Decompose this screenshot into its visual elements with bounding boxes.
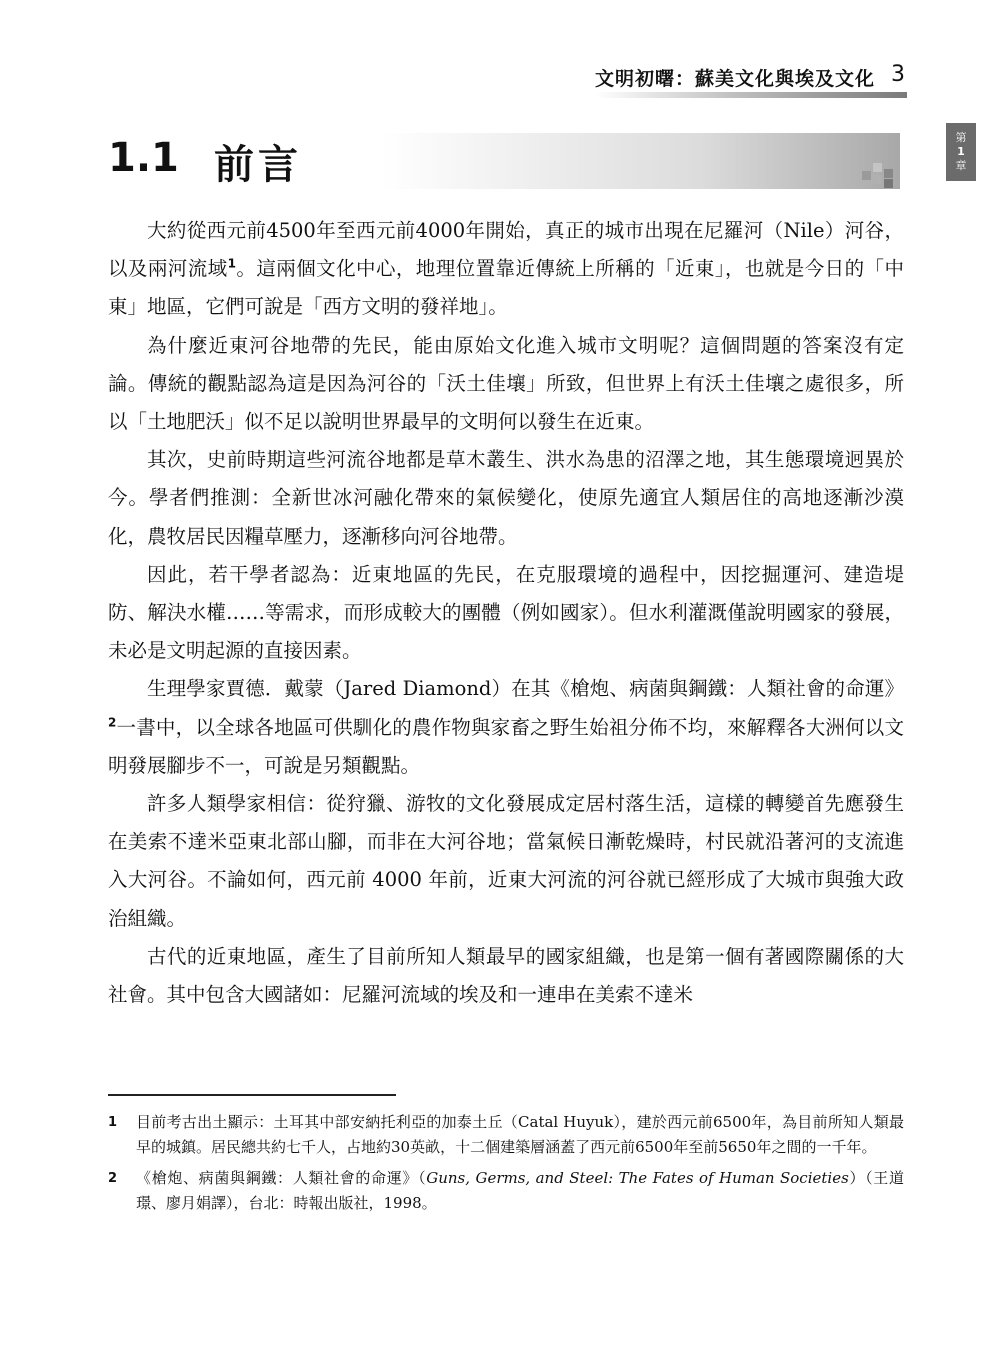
paragraph: 古代的近東地區，產生了目前所知人類最早的國家組織，也是第一個有著國際關係的大社會。其中包含大國諸如：尼羅河流域的埃及和一連串在美索不達米 bbox=[108, 944, 904, 1007]
header-gradient-bar bbox=[595, 92, 907, 98]
section-title: 前言 bbox=[214, 142, 302, 188]
footnote-ref: 1 bbox=[227, 256, 236, 271]
footnote bbox=[108, 1110, 904, 1160]
footnote-mark: 2 bbox=[108, 1171, 118, 1186]
footnote-divider bbox=[108, 1094, 396, 1096]
section-number: 1.1 bbox=[108, 135, 179, 181]
paragraph: 大約從西元前4500年至西元前4000年開始，真正的城市出現在尼羅河（Nile）河谷，以及兩河流域$^1$。這兩個文化中心，地理位置靠近傳統上所稱的「近東」，也就是今日的「中東」地區，它們可說是「西方文明的發祥地」。 bbox=[108, 219, 904, 319]
decorative-pixel bbox=[884, 169, 893, 178]
footnote: 2 《槍炮、病菌與鋼鐵：人類社會的命運》（Guns, Germs, and Steel: The Fates of Human Societies）（王道璟、廖月娟譯），台北：時報出版社，1998。 bbox=[108, 1166, 904, 1216]
section-heading bbox=[100, 133, 900, 189]
body-text bbox=[108, 212, 904, 1014]
paragraph: 生理學家賈德．戴蒙（Jared Diamond）在其《槍炮、病菌與鋼鐵：人類社會的命運》$^2$一書中，以全球各地區可供馴化的農作物與家畜之野生始祖分佈不均，來解釋各大洲何以文明發展腳步不一，可說是另類觀點。 bbox=[108, 677, 904, 777]
running-header bbox=[595, 62, 907, 98]
chapter-tab-char-1: 第 bbox=[955, 131, 967, 144]
chapter-tab-number: 1 bbox=[957, 145, 965, 158]
page-number: 3 bbox=[891, 62, 905, 87]
chapter-title: 文明初曙：蘇美文化與埃及文化 bbox=[594, 68, 875, 90]
paragraph: 其次，史前時期這些河流谷地都是草木叢生、洪水為患的沼澤之地，其生態環境迥異於今。學者們推測：全新世冰河融化帶來的氣候變化，使原先適宜人類居住的高地逐漸沙漠化，農牧居民因糧草壓力，逐漸移向河谷地帶。 bbox=[108, 448, 904, 548]
paragraph: 因此，若干學者認為：近東地區的先民，在克服環境的過程中，因挖掘運河、建造堤防、解決水權……等需求，而形成較大的團體（例如國家）。但水利灌溉僅說明國家的發展，未必是文明起源的直接因素。 bbox=[108, 562, 904, 663]
footnote-text: 目前考古出土顯示：土耳其中部安納托利亞的加泰土丘（Catal Huyuk），建於西元前6500年，為目前所知人類最早的城鎮。居民總共約七千人，占地約30英畝，十二個建築層涵蓋了西元前6500年至前5650年之間的一千年。 bbox=[136, 1113, 904, 1156]
paragraph: 許多人類學家相信：從狩獵、游牧的文化發展成定居村落生活，這樣的轉變首先應發生在美索不達米亞東北部山腳，而非在大河谷地；當氣候日漸乾燥時，村民就沿著河的支流進入大河谷。不論如何，西元前 4000 年前，近東大河流的河谷就已經形成了大城市與強大政治組織。 bbox=[108, 792, 904, 930]
footnote-mark: 1 bbox=[108, 1115, 118, 1130]
decorative-pixel bbox=[884, 179, 893, 188]
decorative-pixel bbox=[873, 175, 882, 184]
decorative-pixel bbox=[862, 171, 871, 180]
decorative-pixel bbox=[873, 163, 882, 172]
chapter-tab bbox=[946, 123, 976, 181]
footnotes bbox=[108, 1110, 904, 1222]
book-title-english: Guns, Germs, and Steel: The Fates of Human Societies bbox=[426, 1169, 849, 1187]
footnote-ref: 2 bbox=[108, 715, 117, 730]
paragraph: 為什麼近東河谷地帶的先民，能由原始文化進入城市文明呢？這個問題的答案沒有定論。傳統的觀點認為這是因為河谷的「沃土佳壤」所致，但世界上有沃土佳壤之處很多，所以「土地肥沃」似不足以說明世界最早的文明何以發生在近東。 bbox=[108, 333, 904, 434]
chapter-tab-char-2: 章 bbox=[955, 159, 967, 172]
